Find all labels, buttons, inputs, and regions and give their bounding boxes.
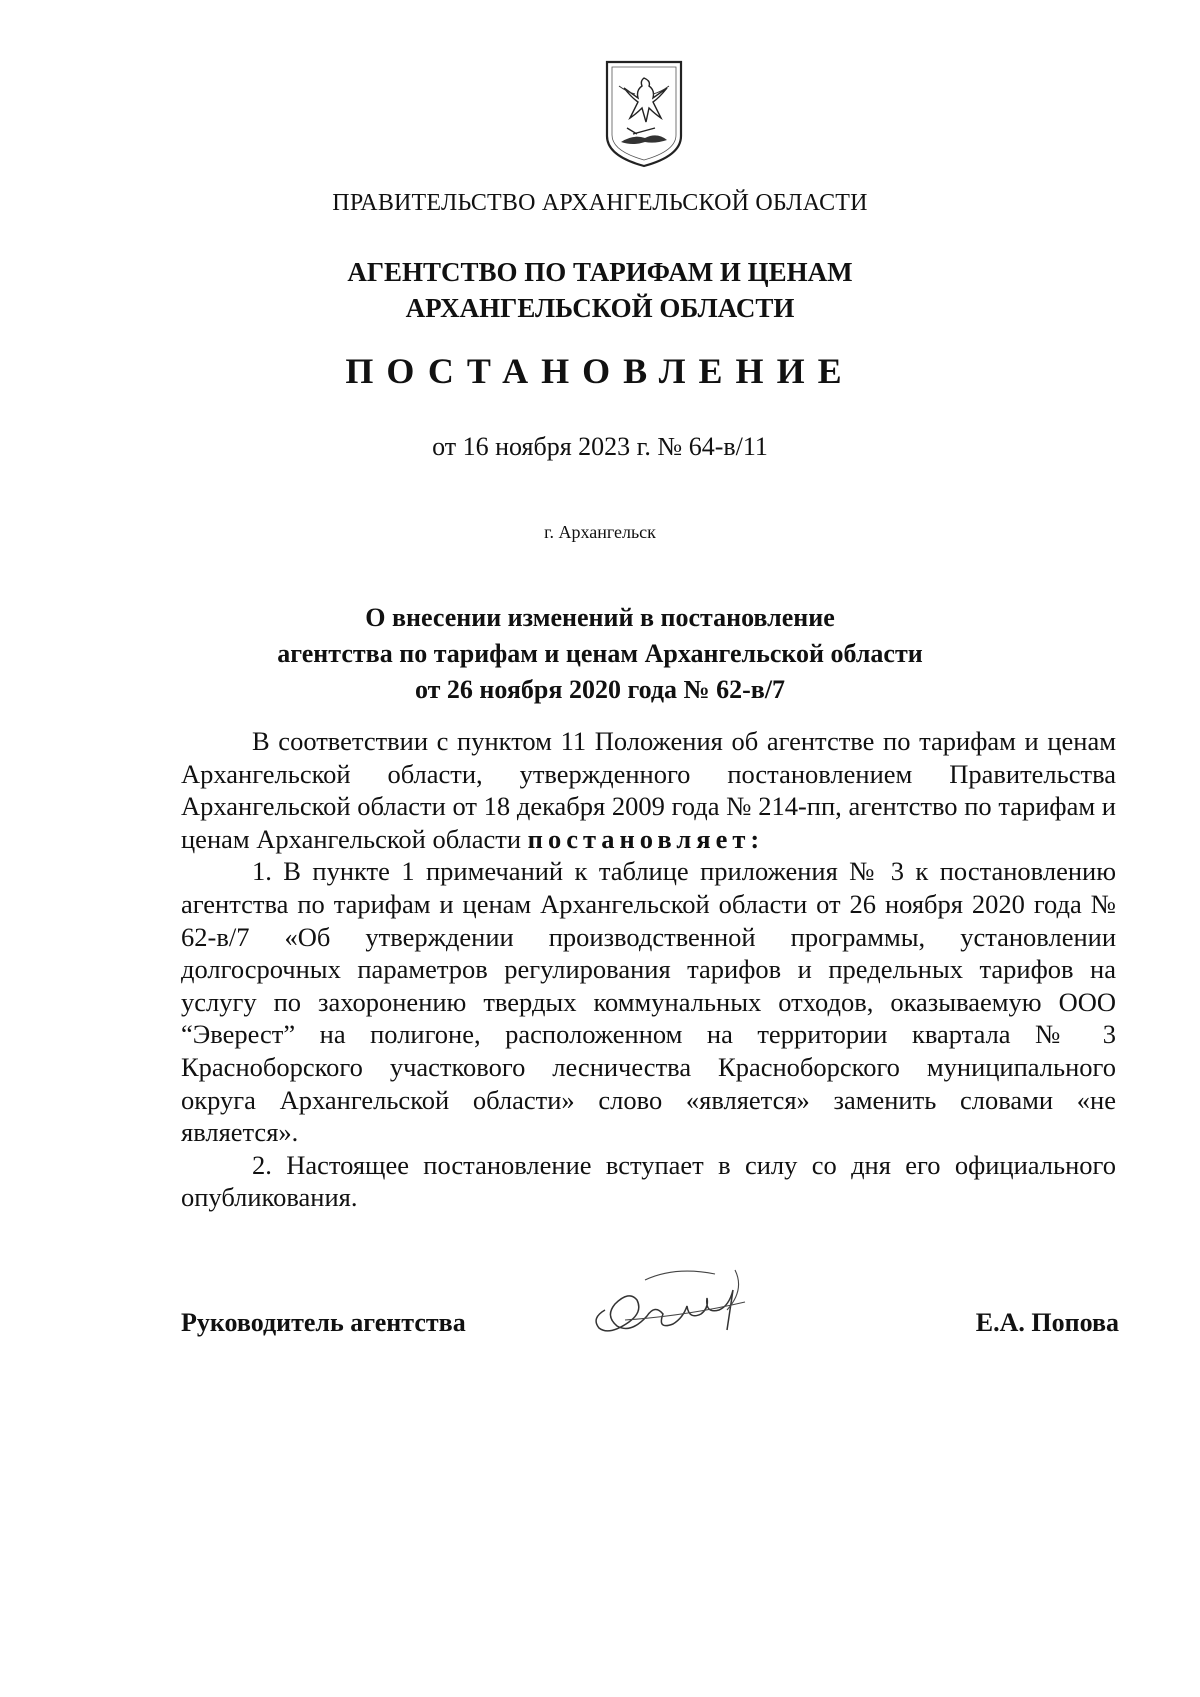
document-type: ПОСТАНОВЛЕНИЕ: [345, 351, 855, 391]
agency-name-line1: АГЕНТСТВО ПО ТАРИФАМ И ЦЕНАМ: [347, 257, 853, 287]
document-body: [181, 725, 1116, 1214]
document-subject: [0, 600, 1200, 708]
signatory-title: Руководитель агентства: [181, 1308, 466, 1337]
subject-line1: О внесении изменений в постановление: [365, 603, 835, 632]
agency-name: [0, 254, 1200, 326]
intro-verb: постановляет:: [527, 823, 765, 854]
coat-of-arms-emblem: [603, 58, 685, 168]
government-name: ПРАВИТЕЛЬСТВО АРХАНГЕЛЬСКОЙ ОБЛАСТИ: [332, 190, 868, 216]
document-city: г. Архангельск: [544, 522, 656, 542]
intro-paragraph: [181, 725, 1116, 855]
subject-line3: от 26 ноября 2020 года № 62-в/7: [414, 675, 786, 704]
item-1-paragraph: 1. В пункте 1 примечаний к таблице приложения № 3 к постановлению агентства по тарифам и ценам Архангельской области от 26 ноября 2020 года № 62-в/7 «Об утверждении производственной программы, установлении долгосрочных параметров регулирования тарифов и предельных тарифов на услугу по захоронению твердых коммунальных отходов, оказываемую ООО “Эверест” на полигоне, расположенном на территории квартала № 3 Красноборского участкового лесничества Красноборского муниципального округа Архангельской области» слово «является» заменить словами «не является».: [181, 856, 1116, 1148]
agency-name-line2: АРХАНГЕЛЬСКОЙ ОБЛАСТИ: [405, 293, 795, 323]
item-2-paragraph: 2. Настоящее постановление вступает в силу со дня его официального опубликования.: [181, 1149, 1116, 1213]
handwritten-signature: [585, 1260, 780, 1350]
signatory-name: Е.А. Попова: [975, 1308, 1119, 1337]
subject-line2: агентства по тарифам и ценам Архангельской области: [277, 639, 923, 668]
intro-text: В соответствии с пунктом 11 Положения об агентстве по тарифам и ценам Архангельской области, утвержденного постановлением Правительства Архангельской области от 18 декабря 2009 года № 214-пп, агентство по тарифам и ценам Архангельской области: [181, 726, 1116, 854]
document-date-number: от 16 ноября 2023 г. № 64-в/11: [432, 432, 768, 461]
